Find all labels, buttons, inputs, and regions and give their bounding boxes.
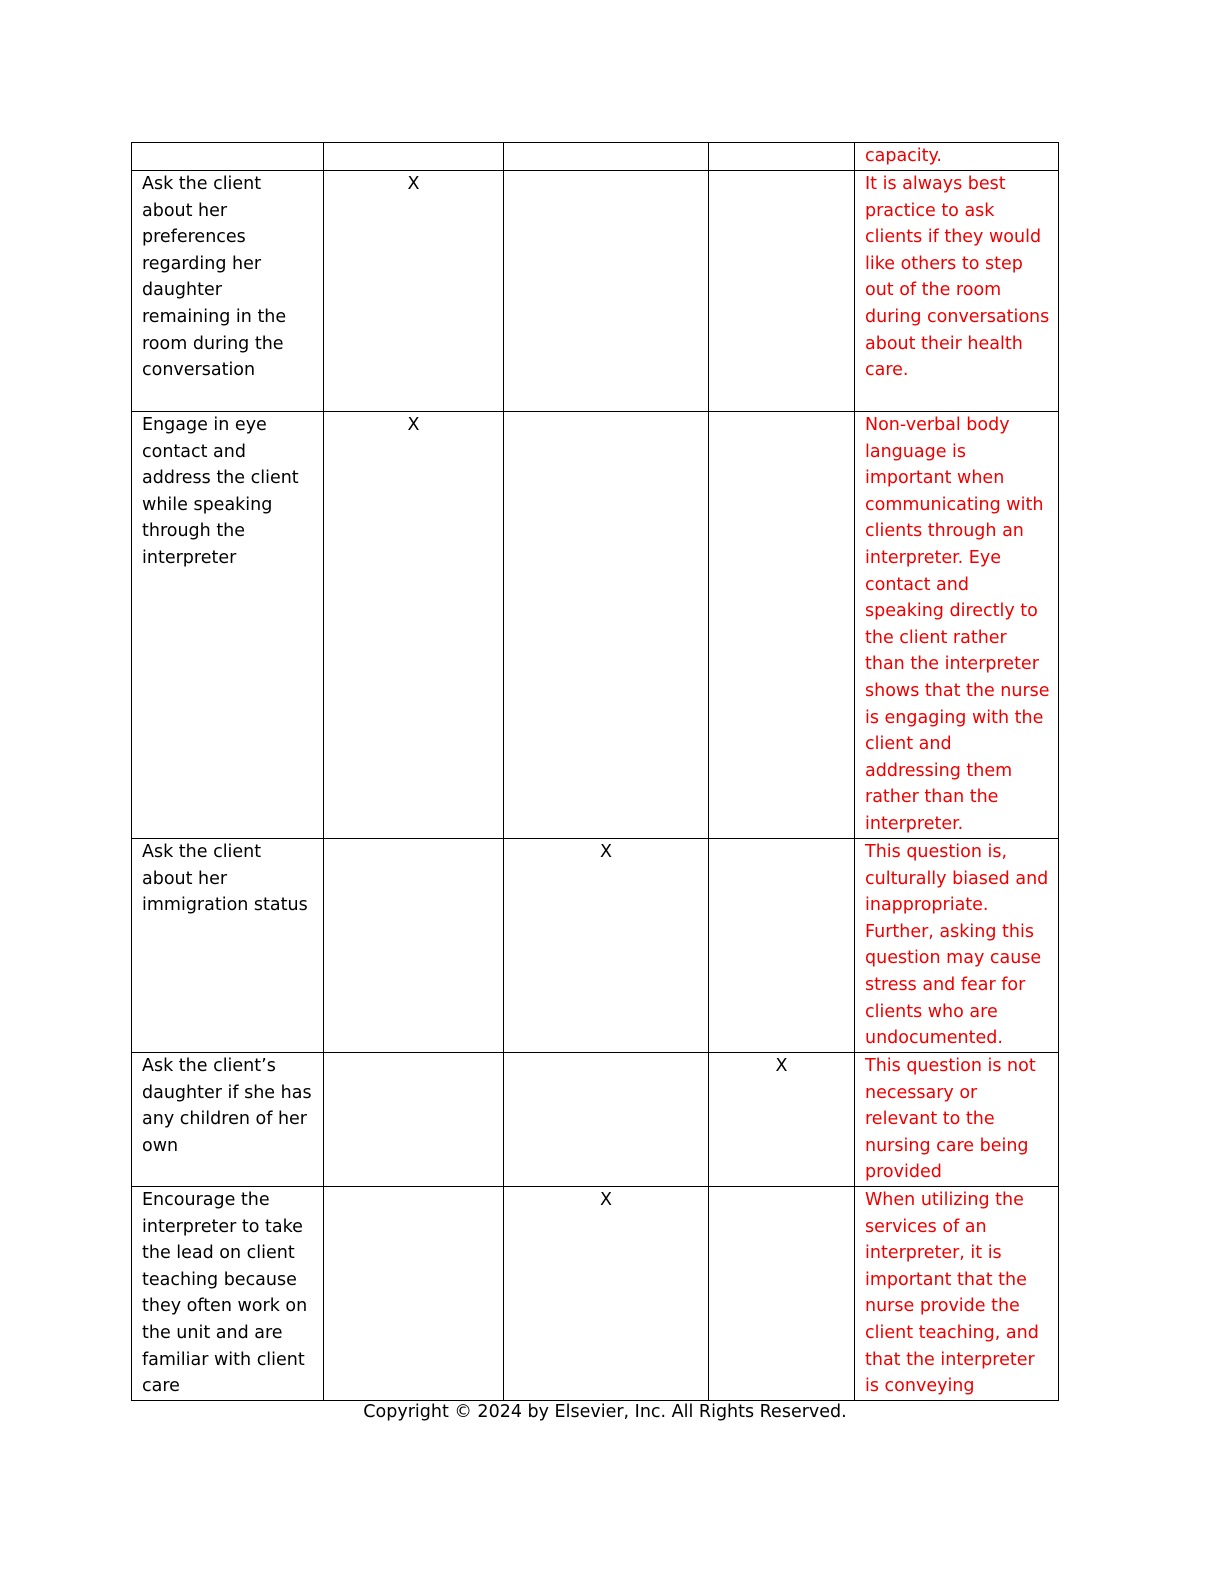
mark-cell-column-3 — [709, 412, 855, 839]
mark-cell-column-2 — [504, 171, 709, 412]
rationale-cell: Non-verbal body language is important when communicating with clients through an interpreter. Eye contact and speaking directly to the client rather than the interpreter shows that the nurse is engaging with the client and addressing them rather than the interpreter. — [855, 412, 1059, 839]
mark-cell-column-3 — [709, 1187, 855, 1401]
mark-cell-column-1 — [324, 1053, 504, 1187]
mark-cell-column-1 — [324, 839, 504, 1053]
action-cell: Engage in eye contact and address the client while speaking through the interpreter — [132, 412, 324, 839]
table-row — [132, 839, 1059, 1053]
mark-cell-column-3 — [709, 143, 855, 171]
answer-table — [131, 142, 1059, 1401]
mark-cell-column-1 — [324, 143, 504, 171]
rationale-cell: This question is, culturally biased and inappropriate. Further, asking this question may cause stress and fear for clients who are undocumented. — [855, 839, 1059, 1053]
action-cell: Ask the client about her preferences regarding her daughter remaining in the room during the conversation — [132, 171, 324, 412]
mark-cell-column-3 — [709, 171, 855, 412]
table-row — [132, 143, 1059, 171]
action-cell: Encourage the interpreter to take the lead on client teaching because they often work on the unit and are familiar with client care — [132, 1187, 324, 1401]
action-cell — [132, 143, 324, 171]
mark-cell-column-3 — [709, 839, 855, 1053]
mark-cell-column-2 — [504, 412, 709, 839]
mark-cell-column-1: X — [324, 412, 504, 839]
mark-cell-column-2: X — [504, 1187, 709, 1401]
table-row — [132, 1187, 1059, 1401]
action-cell: Ask the client about her immigration status — [132, 839, 324, 1053]
table-row — [132, 1053, 1059, 1187]
mark-cell-column-1: X — [324, 171, 504, 412]
rationale-cell: This question is not necessary or relevant to the nursing care being provided — [855, 1053, 1059, 1187]
rationale-cell: When utilizing the services of an interpreter, it is important that the nurse provide the client teaching, and that the interpreter is conveying — [855, 1187, 1059, 1401]
rationale-cell: capacity. — [855, 143, 1059, 171]
mark-cell-column-2: X — [504, 839, 709, 1053]
mark-cell-column-1 — [324, 1187, 504, 1401]
mark-cell-column-2 — [504, 143, 709, 171]
mark-cell-column-3: X — [709, 1053, 855, 1187]
rationale-cell: It is always best practice to ask clients if they would like others to step out of the room during conversations about their health care. — [855, 171, 1059, 412]
table-row — [132, 412, 1059, 839]
mark-cell-column-2 — [504, 1053, 709, 1187]
action-cell: Ask the client’s daughter if she has any children of her own — [132, 1053, 324, 1187]
table-row — [132, 171, 1059, 412]
copyright-footer: Copyright © 2024 by Elsevier, Inc. All Rights Reserved. — [363, 1402, 847, 1422]
